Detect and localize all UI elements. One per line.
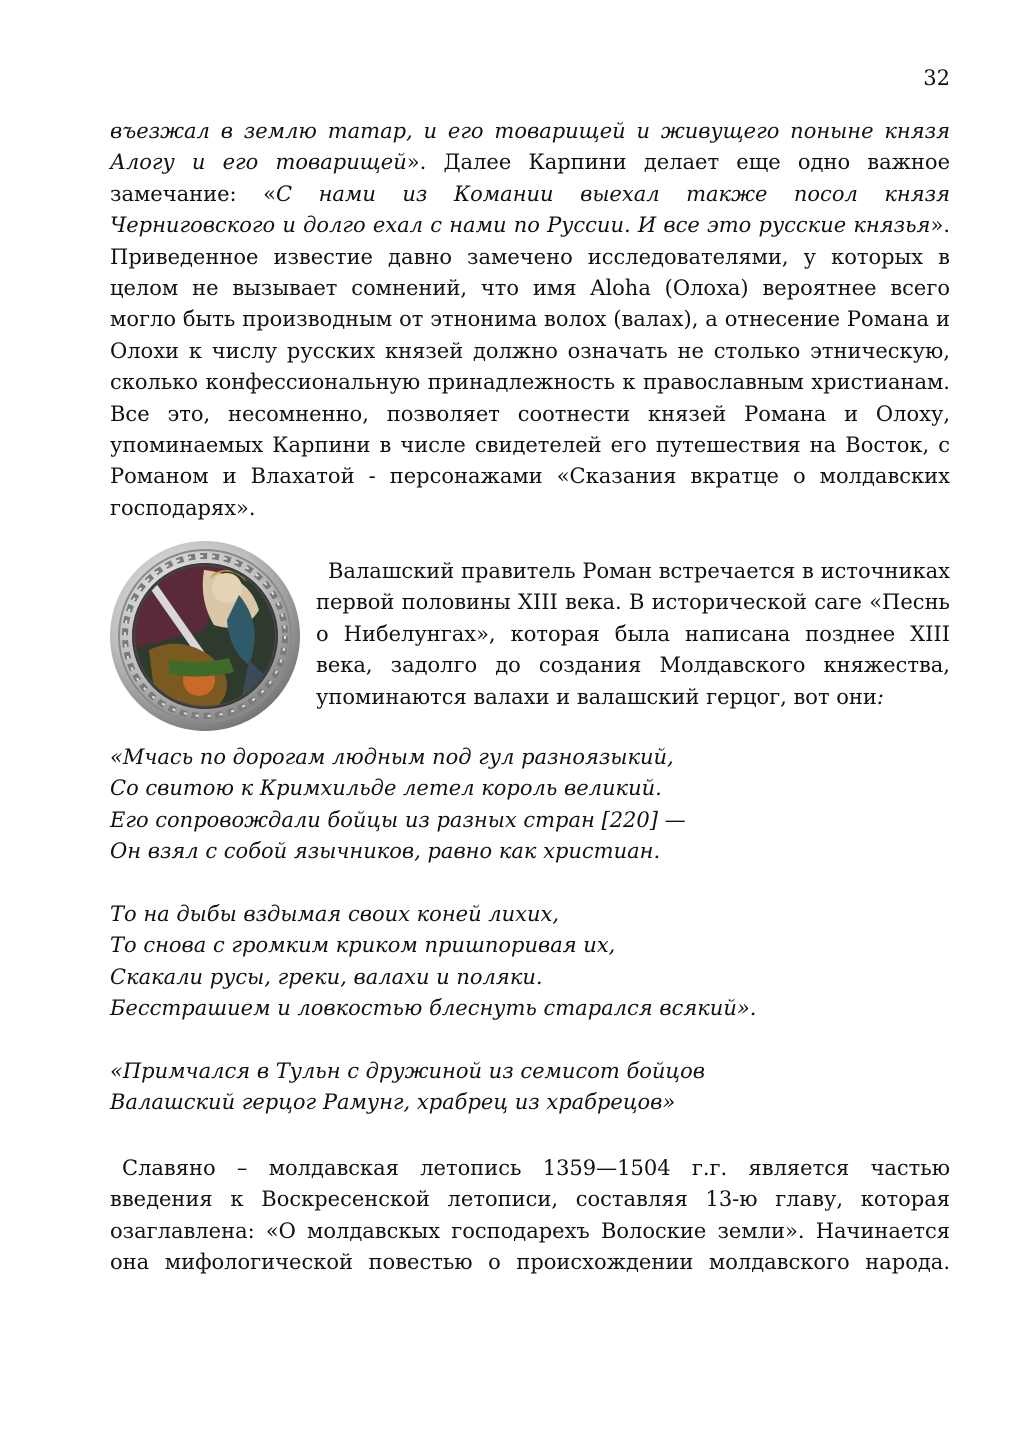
quote-italic-2: С нами из Комании выехал также посол князя Черниговского и долго ехал с нами по Руссии. И все это русские князья [110, 181, 950, 238]
colon-italic: : [876, 684, 884, 709]
verse-line: «Примчался в Тульн с дружиной из семисот бойцов [110, 1059, 705, 1083]
verse-stanza-2 [110, 899, 950, 1025]
text-2: ». Приведенное известие давно замечено исследователями, у которых в целом не вызывает сомнений, что имя Aloha (Олоха) вероятнее всего могло быть производным от этнонима волох (валах), а отнесение Романа и Олохи к числу русских князей должно означать не столько этническую, сколько конфессиональную принадлежность к православным христианам. Все это, несомненно, позволяет соотнести князей Романа и Олоху, упоминаемых Карпини в числе свидетелей его путешествия на Восток, с Романом и Влахатой - персонажами «Сказания вкратце о молдавских господарях». [110, 213, 950, 520]
verse-line: «Мчась по дорогам людным под гул разноязыкий, [110, 745, 674, 769]
verse-line: Бесстрашием и ловкостью блеснуть старался всякий». [110, 996, 757, 1021]
verse-stanza-3 [110, 1056, 950, 1119]
verse-line: Его сопровождали бойцы из разных стран [220] — [110, 807, 686, 832]
verse-stanza-1 [110, 742, 950, 868]
nibelungen-text: Валашский правитель Роман встречается в источниках первой половины XIII века. В исторической саге «Песнь о Нибелунгах», которая была написана позднее XIII века, задолго до создания Молдавского княжества, упоминаются валахи и валашский герцог, вот они [316, 559, 950, 709]
verse-line: Валашский герцог Рамунг, храбрец из храбрецов» [110, 1090, 676, 1115]
verse-line: То снова с громким криком пришпоривая их, [110, 933, 616, 958]
medallion-illustration [109, 540, 301, 732]
verse-line: Скакали русы, греки, валахи и поляки. [110, 964, 543, 989]
quote-italic-1: въезжал в землю татар, и его товарищей и живущего поныне князя Алогу и его товарищей [110, 119, 950, 175]
verse-line: Он взял с собой язычников, равно как христиан. [110, 839, 661, 864]
paragraph-nibelungen [316, 556, 950, 713]
page-number: 32 [923, 66, 950, 90]
verse-line: То на дыбы вздымая своих коней лихих, [110, 902, 560, 926]
paragraph-chronicle: Славяно – молдавская летопись 1359—1504 г.г. является частью введения к Воскресенской летописи, составляя 13-ю главу, которая озаглавлена: «О молдавскых господарехъ Волоские земли». Начинается она мифологической повестью о происхождении молдавского народа. [110, 1156, 950, 1275]
paragraph-carpini [110, 116, 950, 524]
text-1: ». Далее Карпини делает еще одно важное замечание: « [110, 150, 951, 206]
verse-line: Со свитою к Кримхильде летел король великий. [110, 776, 662, 801]
